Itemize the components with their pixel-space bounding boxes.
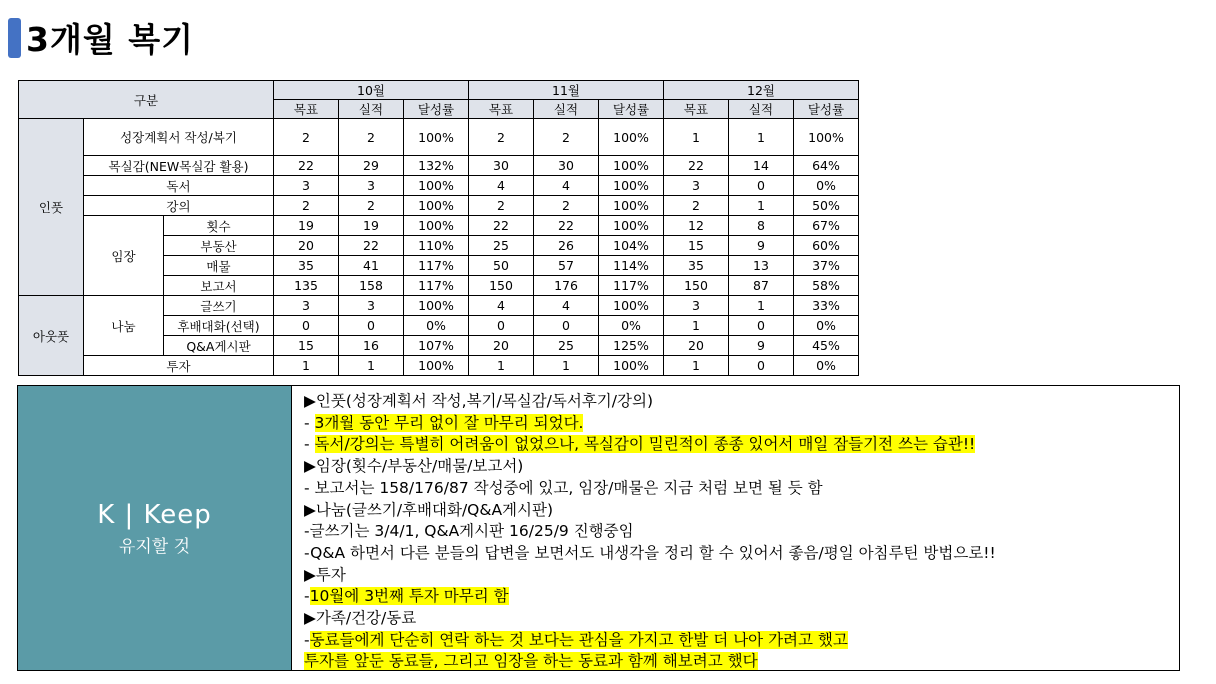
cell: 0	[729, 356, 794, 376]
cell: 100%	[404, 119, 469, 156]
cell: 100%	[599, 119, 664, 156]
cell: 87	[729, 276, 794, 296]
cell: 19	[339, 216, 404, 236]
cell: 19	[274, 216, 339, 236]
cell: 1	[729, 296, 794, 316]
note-line: -Q&A 하면서 다른 분들의 답변을 보면서도 내생각을 정리 할 수 있어서 좋음/평일 아침루틴 방법으로!!	[304, 543, 996, 562]
cell: 3	[664, 296, 729, 316]
highlighted-text: 10월에 3번째 투자 마무리 함	[309, 587, 509, 606]
cell: 35	[274, 256, 339, 276]
cell: 100%	[599, 156, 664, 176]
cell: 25	[469, 236, 534, 256]
cell: 100%	[404, 216, 469, 236]
cell: 158	[339, 276, 404, 296]
note-line: -10월에 3번째 투자 마무리 함	[304, 587, 509, 606]
cell: 2	[664, 196, 729, 216]
cell: 107%	[404, 336, 469, 356]
cell: 30	[534, 156, 599, 176]
cell: 35	[664, 256, 729, 276]
cell: 135	[274, 276, 339, 296]
cell: 29	[339, 156, 404, 176]
cell: 1	[339, 356, 404, 376]
subheader-rate: 달성률	[599, 100, 664, 119]
table-row	[19, 196, 859, 216]
cell: 100%	[794, 119, 859, 156]
page-title	[8, 14, 194, 61]
cell: 16	[339, 336, 404, 356]
subgroup-label-imjang: 임장	[84, 216, 164, 296]
note-line: - 독서/강의는 특별히 어려움이 없었으나, 목실감이 밀린적이 종종 있어서 매일 잠들기전 쓰는 습관!!	[304, 435, 976, 454]
subgroup-label-sharing: 나눔	[84, 296, 164, 356]
header-month: 10월	[274, 81, 469, 100]
row-label: 성장계획서 작성/복기	[84, 119, 274, 156]
cell: 150	[469, 276, 534, 296]
cell: 2	[469, 196, 534, 216]
subheader-actual: 실적	[339, 100, 404, 119]
cell: 100%	[404, 356, 469, 376]
highlighted-text: 독서/강의는 특별히 어려움이 없었으나, 목실감이 밀린적이 종종 있어서 매일 잠들기전 쓰는 습관!!	[314, 435, 976, 454]
cell: 3	[274, 176, 339, 196]
cell: 100%	[599, 176, 664, 196]
keep-section	[17, 385, 1180, 671]
cell: 15	[664, 236, 729, 256]
cell: 117%	[404, 276, 469, 296]
cell: 20	[469, 336, 534, 356]
subheader-actual: 실적	[729, 100, 794, 119]
cell: 20	[664, 336, 729, 356]
header-month: 11월	[469, 81, 664, 100]
row-label: 투자	[84, 356, 274, 376]
cell: 2	[339, 119, 404, 156]
cell: 104%	[599, 236, 664, 256]
group-label-output: 아웃풋	[19, 296, 84, 376]
cell: 33%	[794, 296, 859, 316]
highlighted-text: 동료들에게 단순히 연락 하는 것 보다는 관심을 가지고 한발 더 나아 가려고 했고	[309, 630, 848, 649]
subheader-rate: 달성률	[794, 100, 859, 119]
cell: 117%	[404, 256, 469, 276]
cell: 22	[534, 216, 599, 236]
highlighted-text: 3개월 동안 무리 없이 잘 마무리 되었다.	[314, 413, 584, 432]
cell: 1	[274, 356, 339, 376]
cell: 30	[469, 156, 534, 176]
subheader-target: 목표	[274, 100, 339, 119]
page-title-text: 3개월 복기	[26, 20, 194, 59]
note-heading: ▶투자	[304, 565, 346, 584]
cell: 26	[534, 236, 599, 256]
table-row	[19, 119, 859, 156]
cell: 2	[274, 119, 339, 156]
cell: 4	[469, 296, 534, 316]
table-row	[19, 356, 859, 376]
row-label: 독서	[84, 176, 274, 196]
cell: 22	[664, 156, 729, 176]
cell: 20	[274, 236, 339, 256]
note-heading: ▶가족/건강/동료	[304, 609, 417, 628]
cell: 100%	[599, 296, 664, 316]
cell: 4	[469, 176, 534, 196]
cell: 0%	[794, 176, 859, 196]
cell: 100%	[599, 196, 664, 216]
keep-notes	[292, 386, 1179, 670]
cell: 2	[534, 196, 599, 216]
cell: 4	[534, 296, 599, 316]
cell: 25	[534, 336, 599, 356]
row-label: 목실감(NEW목실감 활용)	[84, 156, 274, 176]
cell: 15	[274, 336, 339, 356]
cell: 22	[339, 236, 404, 256]
cell: 110%	[404, 236, 469, 256]
cell: 117%	[599, 276, 664, 296]
cell: 37%	[794, 256, 859, 276]
cell: 2	[469, 119, 534, 156]
cell: 2	[339, 196, 404, 216]
cell: 13	[729, 256, 794, 276]
cell: 114%	[599, 256, 664, 276]
cell: 0%	[794, 316, 859, 336]
cell: 100%	[404, 196, 469, 216]
row-label: 글쓰기	[164, 296, 274, 316]
keep-label-panel	[18, 386, 292, 670]
header-month: 12월	[664, 81, 859, 100]
subheader-target: 목표	[664, 100, 729, 119]
note-heading: ▶임장(횟수/부동산/매물/보고서)	[304, 457, 524, 476]
subheader-target: 목표	[469, 100, 534, 119]
cell: 100%	[404, 176, 469, 196]
cell: 50%	[794, 196, 859, 216]
table-row	[19, 176, 859, 196]
cell: 8	[729, 216, 794, 236]
cell: 1	[664, 316, 729, 336]
cell: 2	[534, 119, 599, 156]
keep-title: K | Keep	[97, 499, 212, 530]
header-category: 구분	[19, 81, 274, 119]
group-label-input: 인풋	[19, 119, 84, 296]
cell: 1	[729, 119, 794, 156]
cell: 100%	[404, 296, 469, 316]
cell: 0	[729, 316, 794, 336]
cell: 67%	[794, 216, 859, 236]
table-row	[19, 216, 859, 236]
review-table	[18, 80, 859, 376]
note-line: - 보고서는 158/176/87 작성중에 있고, 임장/매물은 지금 처럼 보면 될 듯 함	[304, 478, 823, 497]
row-label: 매물	[164, 256, 274, 276]
cell: 150	[664, 276, 729, 296]
row-label: 보고서	[164, 276, 274, 296]
cell: 0	[534, 316, 599, 336]
cell: 0%	[599, 316, 664, 336]
cell: 9	[729, 236, 794, 256]
cell: 12	[664, 216, 729, 236]
cell: 64%	[794, 156, 859, 176]
cell: 1	[664, 356, 729, 376]
cell: 132%	[404, 156, 469, 176]
cell: 58%	[794, 276, 859, 296]
cell: 50	[469, 256, 534, 276]
cell: 1	[469, 356, 534, 376]
cell: 0	[339, 316, 404, 336]
title-accent-bar	[8, 18, 21, 58]
cell: 57	[534, 256, 599, 276]
cell: 2	[274, 196, 339, 216]
note-line: -글쓰기는 3/4/1, Q&A게시판 16/25/9 진행중임	[304, 522, 634, 541]
cell: 3	[339, 296, 404, 316]
highlighted-text: 투자를 앞둔 동료들, 그리고 임장을 하는 동료과 함께 해보려고 했다	[304, 652, 758, 671]
table-row	[19, 156, 859, 176]
cell: 100%	[599, 216, 664, 236]
row-label: 강의	[84, 196, 274, 216]
cell: 0	[729, 176, 794, 196]
note-line	[304, 651, 1179, 673]
cell: 45%	[794, 336, 859, 356]
row-label: 후배대화(선택)	[164, 316, 274, 336]
cell: 0%	[794, 356, 859, 376]
note-line: - 3개월 동안 무리 없이 잘 마무리 되었다.	[304, 413, 584, 432]
cell: 3	[274, 296, 339, 316]
cell: 41	[339, 256, 404, 276]
cell: 22	[274, 156, 339, 176]
cell: 176	[534, 276, 599, 296]
cell: 100%	[599, 356, 664, 376]
cell: 4	[534, 176, 599, 196]
cell: 1	[729, 196, 794, 216]
row-label: 횟수	[164, 216, 274, 236]
cell: 1	[664, 119, 729, 156]
cell: 9	[729, 336, 794, 356]
cell: 0	[469, 316, 534, 336]
cell: 125%	[599, 336, 664, 356]
cell: 3	[339, 176, 404, 196]
row-label: 부동산	[164, 236, 274, 256]
table-row	[19, 296, 859, 316]
note-line: -동료들에게 단순히 연락 하는 것 보다는 관심을 가지고 한발 더 나아 가려고 했고	[304, 630, 848, 649]
cell: 0	[274, 316, 339, 336]
cell: 3	[664, 176, 729, 196]
cell: 1	[534, 356, 599, 376]
cell: 60%	[794, 236, 859, 256]
row-label: Q&A게시판	[164, 336, 274, 356]
subheader-rate: 달성률	[404, 100, 469, 119]
cell: 0%	[404, 316, 469, 336]
cell: 14	[729, 156, 794, 176]
subheader-actual: 실적	[534, 100, 599, 119]
note-heading: ▶인풋(성장계획서 작성,복기/목실감/독서후기/강의)	[304, 392, 653, 410]
note-heading: ▶나눔(글쓰기/후배대화/Q&A게시판)	[304, 500, 554, 519]
keep-subtitle: 유지할 것	[118, 536, 191, 557]
cell: 22	[469, 216, 534, 236]
